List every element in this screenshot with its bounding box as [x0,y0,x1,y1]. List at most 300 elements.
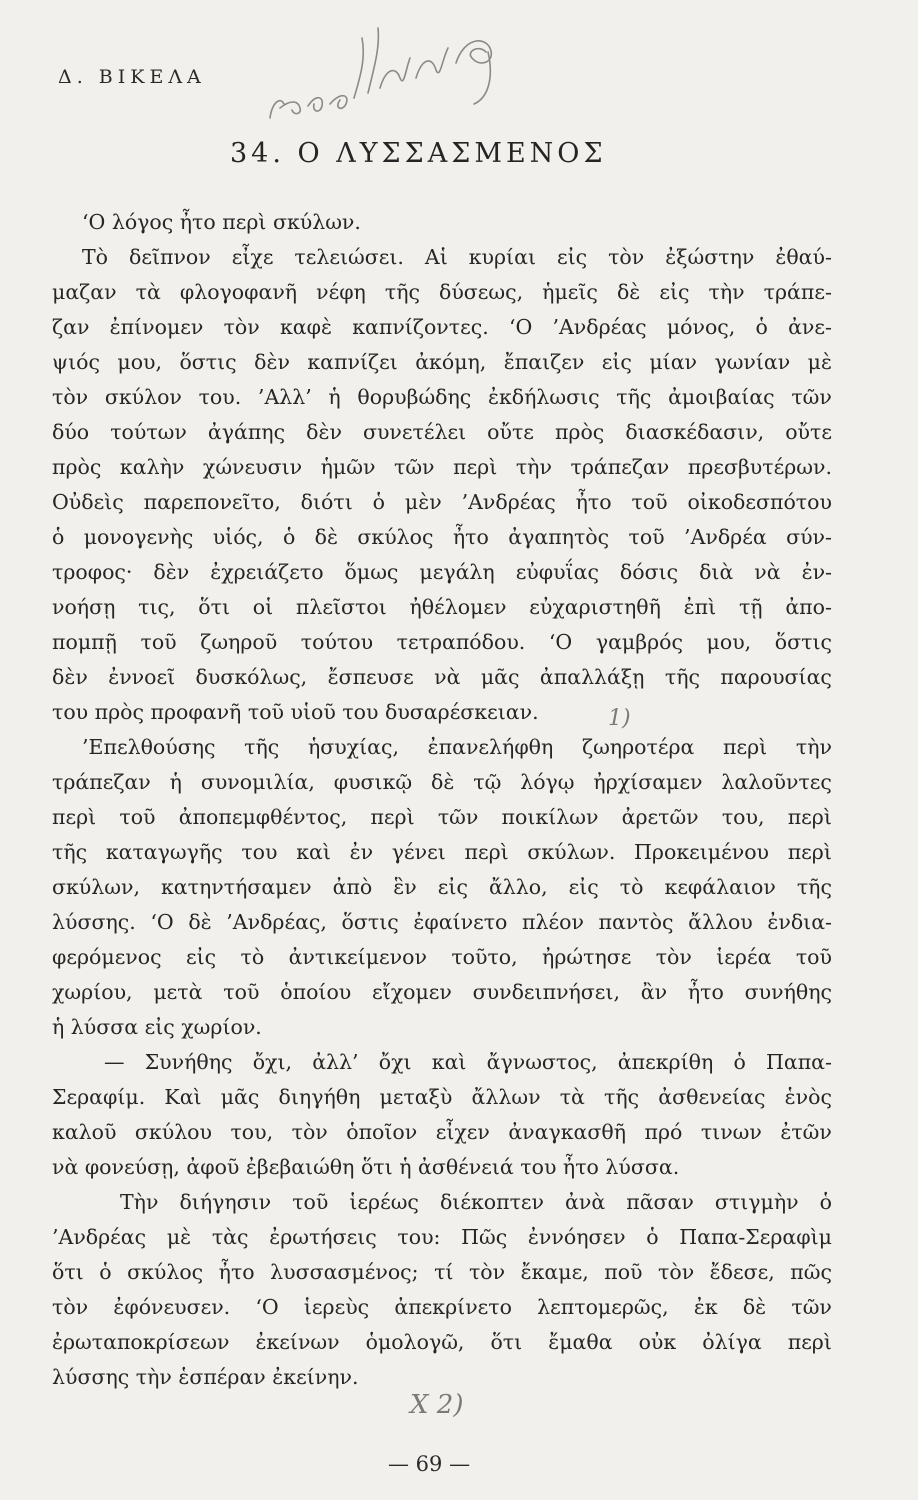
word: δύο [52,420,90,444]
word: πρεσβυτέρων. [687,455,832,479]
word: τῇ [738,595,763,619]
text-line [52,1080,832,1115]
word: του. [198,385,242,409]
word: ὅτι [52,1260,84,1284]
line-text [52,835,832,870]
word: διασκέδασιν, [625,420,765,444]
word: ἡ [169,770,182,794]
word: εἰς [659,280,690,304]
word: ’Ανδρέα [684,525,767,549]
word: ἐκδήλωσις [487,385,600,409]
word: ἀναγκασθῆ [508,1120,627,1144]
word: ἐτῶν [780,1120,832,1144]
word: Παπα- [765,1050,832,1074]
word: ὅστις [774,630,832,654]
word: τῆς [52,840,88,864]
word: περὶ [52,805,97,829]
text-line [52,870,832,905]
word: ζωηροῦ [200,630,278,654]
word: ἔπαιζεν [503,350,585,374]
word: παρεπονεῖτο, [143,490,281,514]
word: κεφάλαιον [664,875,776,899]
word: εἰς [601,350,632,374]
word: ἓν [393,875,417,899]
word: τῶν [791,1295,832,1319]
word: πᾶσαν [626,1190,694,1214]
word: δὲν [52,665,88,689]
word: ὁ [52,525,65,549]
line-text [52,1255,832,1290]
word: του, [721,805,765,829]
word: ἑνὸς [784,1085,832,1109]
word: ἀποπεμφθέντος, [178,805,348,829]
word: ἐκ [693,1295,718,1319]
word: τελειώσει. [294,245,404,269]
word: διέκοπτεν [439,1190,544,1214]
word: ἀσθενείας [658,1085,766,1109]
word: μὲ [807,350,832,374]
word: σκύλον [104,385,182,409]
word: ἀντικείμενον [288,945,427,969]
line-text: νὰ φονεύσῃ, ἀφοῦ ἐβεβαιώθη ὅτι ἡ ἀσθένειά του ἦτο λύσσα. [52,1155,680,1179]
word: πῶς [790,1260,832,1284]
word: ὁ [819,1190,832,1214]
word: κατηντήσαμεν [160,875,312,899]
word: Τὸ [82,245,109,269]
word: τροφος· [52,560,133,584]
word: ζωηροτέρα [581,735,695,759]
word: ὄχι, [252,1050,293,1074]
word: λυσσασμένος; [270,1260,419,1284]
word: ἡμεῖς [542,280,598,304]
word: ἐξώστην [665,245,755,269]
word: περὶ [787,1330,832,1354]
line-text: του πρὸς προφανῆ τοῦ υἱοῦ του δυσαρέσκειαν. [52,700,539,724]
line-text [52,345,832,380]
word: δὲ [188,910,212,934]
word: συνδειπνήσει, [472,980,620,1004]
line-text [52,275,832,310]
word: νέφη [316,280,366,304]
word: μετὰ [153,980,203,1004]
word: ’Ανδρέας [552,315,647,339]
word: εἴχομεν [372,980,452,1004]
word: τούτου [300,630,374,654]
word: καὶ [431,1050,467,1074]
word: ἦτο [218,1260,255,1284]
word: χώνευσιν [202,455,303,479]
line-text [52,1220,832,1255]
word: δὲ [616,280,641,304]
text-line [52,660,832,695]
line-text [52,380,832,415]
text-line [52,1325,832,1360]
word: ὁ [282,525,296,549]
word: τῆς [796,875,832,899]
text-line [52,275,832,310]
word: εἶχε [231,245,274,269]
word: τοῦ [628,525,665,549]
text-line [52,450,832,485]
word: ἔκαμε, [520,1260,589,1284]
word: ἐννόησεν [527,1225,626,1249]
word: ἀγάπης [207,420,286,444]
word: καλὴν [119,455,185,479]
word: καλοῦ [52,1120,117,1144]
word: ἀρετῶν [621,805,699,829]
margin-mark-2: X 2) [410,1390,464,1420]
word: δόσις [619,560,679,584]
line-text [52,940,832,975]
word: πρὸς [554,420,605,444]
word: τοῦ [140,630,177,654]
word: μονογενὴς [83,525,194,549]
word: εἶχεν [435,1120,490,1144]
word: τὸν [223,315,260,339]
word: Τὴν [120,1190,159,1214]
word: φυσικῷ [333,770,413,794]
word: περὶ [723,735,768,759]
word: ἐφόνευσεν. [113,1295,231,1319]
text-line [52,1010,832,1045]
word: του, [230,1120,274,1144]
text-line [52,345,832,380]
word: ἐκείνων [255,1330,340,1354]
word: ἄλλου [688,910,753,934]
word: συνετέλει [362,420,467,444]
word: ἱερέως [349,1190,419,1214]
text-line [52,975,832,1010]
word: τῶν [791,385,832,409]
word: ἐν [349,840,374,864]
line-text: λύσσης τὴν ἑσπέραν ἐκείνην. [52,1365,359,1389]
word: ὀλίγα [702,1330,762,1354]
word: τράπεζαν [570,455,670,479]
word: τὸν [468,1260,506,1284]
word: ἠρχίσαμεν [593,770,703,794]
word: σκύλος [127,1260,204,1284]
word: ἄλλο, [488,875,548,899]
word: τράπεζαν [52,770,151,794]
word: ἐννοεῖ [108,665,176,689]
word: γένει [391,840,446,864]
word: ἔδεσε, [709,1260,775,1284]
line-text [82,240,832,275]
word: περὶ [787,840,832,864]
word: σκύλου [134,1120,212,1144]
word: ἀκόμη, [415,350,487,374]
word: δὲν [306,420,342,444]
text-line [52,800,832,835]
word: ἱερεὺς [303,1295,370,1319]
word: τοῦ [292,1190,329,1214]
word: παντὸς [598,910,674,934]
word: οὔτε [785,420,832,444]
word: ὁ [646,1225,659,1249]
word: ἀπεκρίνετο [394,1295,512,1319]
text-line [52,520,832,555]
word: θορυβώδης [357,385,472,409]
word: δεῖπνον [129,245,211,269]
word: λύσσης. [52,910,136,934]
line-text [52,1325,832,1360]
word: ἦτο [575,490,612,514]
word: ἠρώτησε [542,945,632,969]
word: τὸν [608,245,645,269]
text-line [52,205,832,240]
word: διὰ [699,560,734,584]
word: γαμβρός [595,630,683,654]
word: ’Ανδρέας [52,1225,147,1249]
word: φερόμενος [52,945,162,969]
word: ἀλλ’ [312,1050,359,1074]
line-text [52,975,832,1010]
word: ‘Ο [548,630,573,654]
word: μᾶς [480,665,520,689]
word: συνομιλία, [200,770,315,794]
word: νὰ [754,560,781,584]
word: πρὸς [52,455,102,479]
word: λόγῳ [520,770,575,794]
word: διηγήθη [278,1085,361,1109]
word: μαζαν [52,280,117,304]
word: εἰς [568,875,599,899]
word: πλεῖστοι [295,595,387,619]
word: Αἱ [424,245,448,269]
line-text: ‘Ο λόγος ἦτο περὶ σκύλων. [82,210,361,234]
word: κυρίαι [468,245,536,269]
handwritten-annotation-text: reading [250,8,254,9]
word: ἡ [328,385,341,409]
text-line [52,1185,832,1220]
word: ἐρωταποκρίσεων [52,1330,230,1354]
word: καπνίζοντες. [352,315,489,339]
word: ἠθέλομεν [409,595,507,619]
word: τὸν [655,945,692,969]
word: ἦτο [452,525,489,549]
word: τὸν [291,1120,328,1144]
word: οὐκ [638,1330,677,1354]
word: τὸ [240,945,265,969]
word: ἐπὶ [683,595,717,619]
word: τούτων [110,420,187,444]
word: τὸν [658,1260,695,1284]
word: λεπτομερῶς, [537,1295,669,1319]
word: τὴν [515,455,552,479]
word: ‘Ο [150,910,174,934]
word: δὲν [153,560,190,584]
text-line [52,415,832,450]
word: τῆς [664,665,700,689]
word: τοῦ [631,490,668,514]
text-line [52,940,832,975]
word: του: [397,1225,441,1249]
text-line [52,1255,832,1290]
word: χωρίου, [52,980,133,1004]
line-text [52,520,832,555]
word: τῷ [473,770,502,794]
word: πρό [644,1120,683,1144]
word: οἱ [252,595,274,619]
word: ὅστις [341,910,399,934]
word: ἀπο- [785,595,832,619]
word: διότι [300,490,353,514]
word: καπνίζει [307,350,398,374]
text-line [52,765,832,800]
word: παρουσίας [720,665,832,689]
word: ‘Ο [255,1295,279,1319]
word: τὸν [52,1295,89,1319]
text-line [52,310,832,345]
word: καφὲ [279,315,332,339]
word: καὶ [296,840,331,864]
text-line [52,695,832,730]
body-text [52,205,832,1395]
word: μόνος, [666,315,736,339]
word: εἰς [556,245,588,269]
word: ἂν [640,980,668,1004]
word: ὄχι [378,1050,412,1074]
word: ποῦ [604,1260,643,1284]
word: ἡσυχίας, [307,735,399,759]
word: περὶ [370,805,415,829]
word: Καὶ [164,1085,202,1109]
word: τί [434,1260,454,1284]
word: τοῦτο, [451,945,518,969]
word: Παπα-Σεραφὶμ [679,1225,832,1249]
word: μεγάλη [419,560,495,584]
text-line [52,485,832,520]
word: Πῶς [461,1225,508,1249]
line-text [52,450,832,485]
text-line [52,590,832,625]
word: σκύλων, [52,875,140,899]
word: μὲ [166,1225,192,1249]
word: τῆς [616,385,652,409]
text-line [52,730,832,765]
line-text [52,625,832,660]
text-line [52,905,832,940]
word: ἐθαύ- [775,245,832,269]
word: τράπε- [763,280,832,304]
word: Οὐδεὶς [52,490,124,514]
word: ’Επελθούσης [82,735,216,759]
line-text [52,415,832,450]
word: τοῦ [795,945,832,969]
word: ἀπὸ [332,875,373,899]
word: στιγμὴν [714,1190,799,1214]
word: συνήθης [744,980,832,1004]
word: νοήσῃ [52,595,116,619]
word: ἐχρειάζετο [210,560,324,584]
line-text [52,870,832,905]
word: τὴν [795,735,832,759]
word: τῆς [604,1085,640,1109]
word: τὰ [135,280,161,304]
word: ’Ανδρέας [461,490,556,514]
word: ἱερέα [716,945,772,969]
word: ἔμαθα [548,1330,613,1354]
word: εἰς [185,945,217,969]
word: ἦτο [687,980,724,1004]
word: ὁ [99,1260,112,1284]
author-header: Δ. ΒΙΚΕΛΑ [58,66,206,88]
word: Προκειμένου [634,840,769,864]
word: οὔτε [487,420,534,444]
word: ὁμολογῶ, [365,1330,465,1354]
word: τις, [138,595,176,619]
word: ἐπανελήφθη [427,735,554,759]
word: δὲν [254,350,290,374]
word: τὰς [211,1225,249,1249]
word: Συνήθης [144,1050,233,1074]
word: ἐρωτήσεις [269,1225,377,1249]
word: ἐνδια- [767,910,832,934]
text-line [52,1045,832,1080]
word: ἐφαίνετο [413,910,508,934]
word: ἄγνωστος, [486,1050,598,1074]
word: τῶν [437,805,479,829]
word: ὅτι [198,595,230,619]
word: μᾶς [220,1085,260,1109]
text-line [52,835,832,870]
word: σύν- [786,525,832,549]
line-text [52,310,832,345]
word: οἰκοδεσπότου [687,490,832,514]
word: ποικίλων [501,805,599,829]
word: ὅμως [344,560,399,584]
word: ὁ [755,315,768,339]
line-text: ἡ λύσσα εἰς χωρίον. [52,1015,262,1039]
word: δὲ [431,770,455,794]
line-text [52,555,832,590]
word: ’Ανδρέας, [226,910,327,934]
word: ’Αλλ’ [257,385,312,409]
word: τὸ [619,875,644,899]
word: ἡμῶν [320,455,376,479]
word: δυσκόλως, [195,665,308,689]
word: υἱός, [212,525,264,549]
word: Σεραφίμ. [52,1085,146,1109]
line-text [52,1290,832,1325]
line-text [52,800,832,835]
word: ἀγαπητὸς [508,525,610,549]
line-text [52,1115,832,1150]
word: μου, [706,630,752,654]
line-text [52,590,832,625]
word: νὰ [434,665,461,689]
word: ἀπεκρίθη [617,1050,714,1074]
word: περὶ [464,840,509,864]
word: μὲν [404,490,442,514]
line-text [52,765,832,800]
word: ὁποῖον [346,1120,418,1144]
word: καταγωγῆς [105,840,223,864]
word: τὰ [559,1085,585,1109]
word: — [104,1050,125,1074]
word: τῶν [394,455,435,479]
line-text [52,1080,832,1115]
word: μεταξὺ [379,1085,453,1109]
word: τινων [700,1120,762,1144]
word: ἐν- [801,560,832,584]
text-line [52,1290,832,1325]
word: ἄλλων [471,1085,541,1109]
word: περὶ [453,455,498,479]
word: ἀπαλλάξῃ [539,665,645,689]
word: ὁ [372,490,385,514]
word: σκύλος [357,525,434,549]
